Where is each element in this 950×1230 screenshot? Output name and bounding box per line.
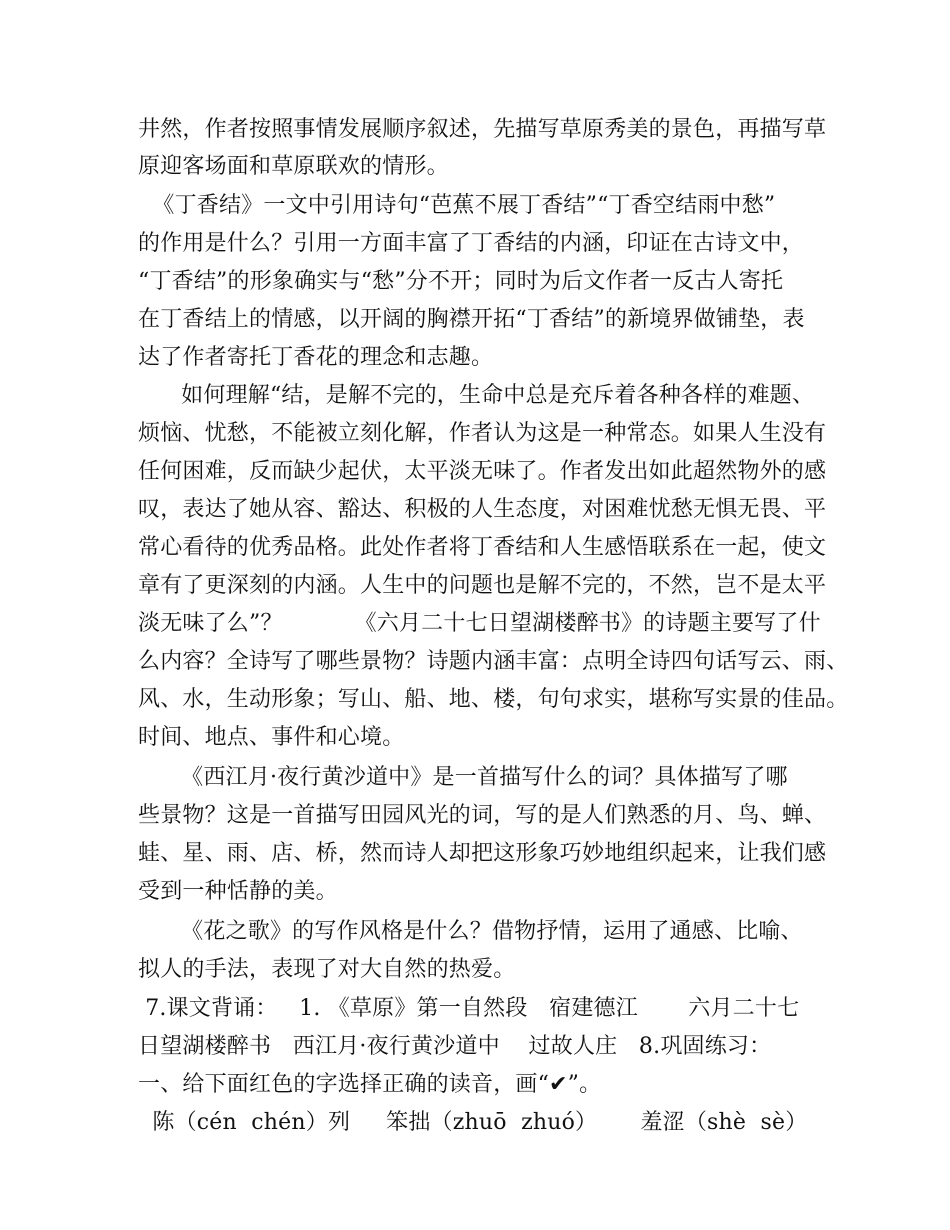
- text-line: 《丁香结》一文中引用诗句“芭蕉不展丁香结”“丁香空结雨中愁”: [138, 193, 776, 218]
- text-line: 蛙、星、雨、店、桥，然而诗人却把这形象巧妙地组织起来，让我们感: [138, 841, 827, 866]
- text-line: 井然，作者按照事情发展顺序叙述，先描写草原秀美的景色，再描写草: [138, 117, 827, 142]
- pinyin-exercise-line: 陈（cén chén）列 笨拙（zhuō zhuó） 羞涩（shè sè）: [138, 1110, 808, 1135]
- text-line: 么内容？全诗写了哪些景物？诗题内涵丰富：点明全诗四句话写云、雨、: [138, 649, 849, 674]
- text-line: 拟人的手法，表现了对大自然的热爱。: [138, 957, 516, 982]
- text-line: 7.课文背诵： 1. 《草原》第一自然段 宿建德江 六月二十七: [138, 996, 800, 1021]
- text-line: 受到一种恬静的美。: [138, 879, 338, 904]
- text-line: 时间、地点、事件和心境。: [138, 725, 405, 750]
- text-line: 日望湖楼醉书 西江月·夜行黄沙道中 过故人庄 8.巩固练习：: [138, 1034, 772, 1059]
- text-line: 常心看待的优秀品格。此处作者将丁香结和人生感悟联系在一起，使文: [138, 535, 827, 560]
- text-line: 《西江月·夜行黄沙道中》是一首描写什么的词？具体描写了哪: [138, 765, 788, 790]
- text-line: 烦恼、忧愁，不能被立刻化解，作者认为这是一种常态。如果人生没有: [138, 421, 827, 446]
- text-line: 些景物？这是一首描写田园风光的词，写的是人们熟悉的月、鸟、蝉、: [138, 803, 827, 828]
- text-line: 淡无味了么”？ 《六月二十七日望湖楼醉书》的诗题主要写了什: [138, 611, 821, 636]
- text-line: “丁香结”的形象确实与“愁”分不开；同时为后文作者一反古人寄托: [138, 269, 784, 294]
- text-line: 叹，表达了她从容、豁达、积极的人生态度，对困难忧愁无惧无畏、平: [138, 497, 827, 522]
- text-line: 原迎客场面和草原联欢的情形。: [138, 154, 449, 179]
- text-line: 达了作者寄托丁香花的理念和志趣。: [138, 345, 494, 370]
- text-line: 风、水，生动形象；写山、船、地、楼，句句求实，堪称写实景的佳品。: [138, 687, 849, 712]
- text-line: 如何理解“结，是解不完的，生命中总是充斥着各种各样的难题、: [138, 383, 815, 408]
- text-line: 在丁香结上的情感，以开阔的胸襟开拓“丁香结”的新境界做铺垫，表: [138, 307, 805, 332]
- text-line: 的作用是什么？引用一方面丰富了丁香结的内涵，印证在古诗文中，: [138, 231, 805, 256]
- text-line: 《花之歌》的写作风格是什么？借物抒情，运用了通感、比喻、: [138, 919, 803, 944]
- text-line: 任何困难，反而缺少起伏，太平淡无味了。作者发出如此超然物外的感: [138, 459, 827, 484]
- text-line: 一、给下面红色的字选择正确的读音，画“✔”。: [138, 1072, 602, 1097]
- text-line: 章有了更深刻的内涵。人生中的问题也是解不完的，不然，岂不是太平: [138, 573, 827, 598]
